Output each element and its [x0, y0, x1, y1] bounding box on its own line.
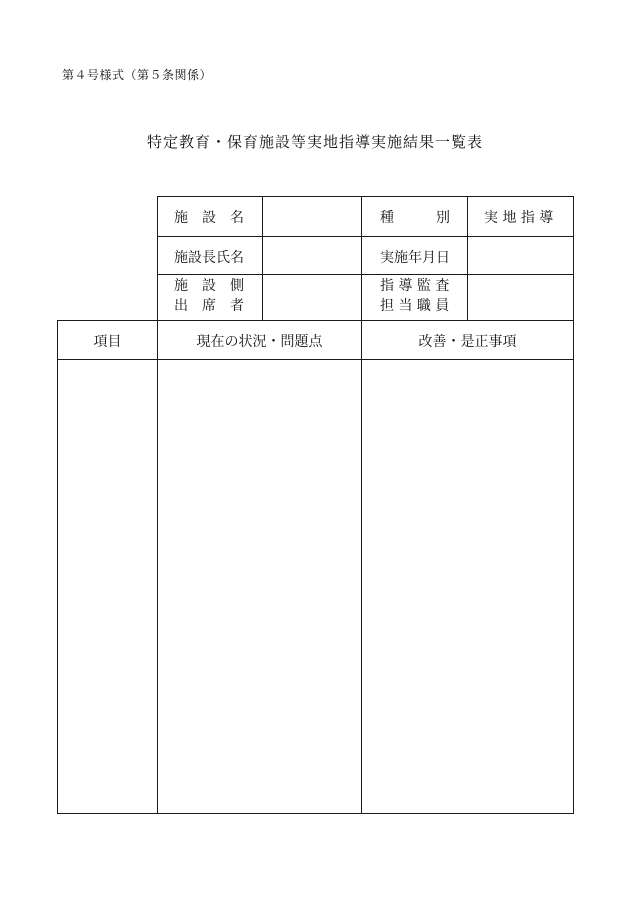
column-header-status: 現在の状況・問題点: [196, 334, 323, 350]
results-item-field[interactable]: [58, 360, 157, 813]
table-border-top: [157, 196, 573, 197]
director-name-field[interactable]: [263, 237, 361, 274]
table-divider-results-top: [57, 320, 573, 321]
date-label: 実施年月日: [380, 250, 450, 266]
type-label: 種 別: [380, 210, 450, 226]
results-improvement-field[interactable]: [362, 360, 573, 813]
type-value: 実 地 指 導: [484, 210, 554, 226]
facility-name-label: 施 設 名: [174, 210, 244, 226]
inspector-label: [380, 276, 449, 316]
facility-attendee-label: [174, 276, 244, 316]
inspector-label-line2: 担 当 職 員: [380, 298, 450, 314]
inspector-field[interactable]: [468, 275, 573, 320]
director-name-label: 施設長氏名: [174, 250, 244, 266]
inspector-label-line1: 指 導 監 査: [380, 278, 450, 294]
column-header-improvement: 改善・是正事項: [418, 334, 517, 350]
column-header-item: 項目: [93, 334, 122, 350]
facility-attendee-label-line1: 施 設 側: [174, 278, 244, 294]
facility-attendee-field[interactable]: [263, 275, 361, 320]
table-border-right: [573, 196, 574, 814]
results-status-field[interactable]: [158, 360, 361, 813]
facility-name-field[interactable]: [263, 197, 361, 236]
form-number: 第４号様式（第５条関係）: [62, 68, 213, 82]
document-title: 特定教育・保育施設等実地指導実施結果一覧表: [146, 133, 483, 151]
date-field[interactable]: [468, 237, 573, 274]
table-border-bottom: [57, 813, 573, 814]
facility-attendee-label-line2: 出 席 者: [174, 298, 244, 314]
